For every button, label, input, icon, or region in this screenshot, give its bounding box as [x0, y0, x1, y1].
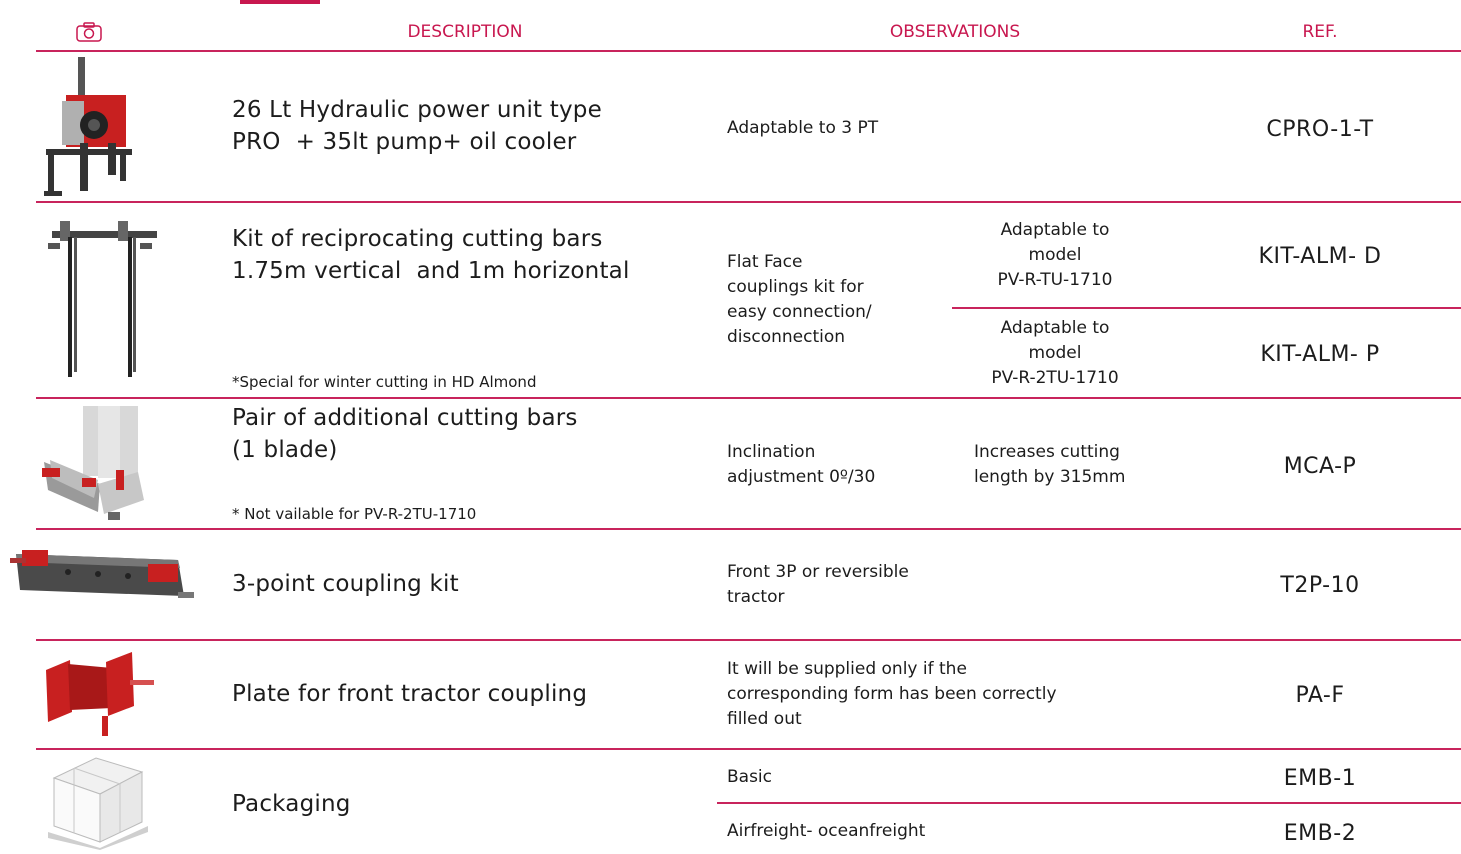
row-divider	[36, 397, 1461, 399]
hydraulic-power-unit-image	[40, 55, 140, 200]
row-ref: T2P-10	[1280, 573, 1360, 598]
row-description: 3-point coupling kit	[232, 571, 459, 597]
packaging-box-image	[44, 750, 154, 850]
column-header-description: DESCRIPTION	[407, 22, 523, 42]
additional-cutting-bars-image	[38, 402, 148, 524]
row-description: 26 Lt Hydraulic power unit type PRO + 35lt pump+ oil cooler	[232, 97, 602, 155]
column-header-observations: OBSERVATIONS	[889, 22, 1021, 42]
row-ref: MCA-P	[1283, 454, 1357, 479]
column-header-ref: REF.	[1302, 22, 1338, 42]
row-divider	[36, 748, 1461, 750]
variant-observation: Adaptable to model PV-R-2TU-1710	[991, 318, 1119, 388]
row-description: Packaging	[232, 791, 351, 817]
row-observation: Flat Face couplings kit for easy connection/ disconnection	[727, 252, 872, 347]
row-observation: Front 3P or reversible tractor	[727, 562, 909, 607]
row-description: Plate for front tractor coupling	[232, 681, 588, 707]
variant-observation: Basic	[727, 767, 773, 787]
variant-observation: Adaptable to model PV-R-TU-1710	[997, 220, 1113, 290]
row-observation-secondary: Increases cutting length by 315mm	[974, 442, 1126, 487]
row-description: Kit of reciprocating cutting bars 1.75m vertical and 1m horizontal	[232, 226, 630, 284]
row-description: Pair of additional cutting bars (1 blade)	[232, 405, 578, 463]
row-note: * Not vailable for PV-R-2TU-1710	[232, 505, 477, 523]
row-observation: Adaptable to 3 PT	[727, 118, 879, 138]
row-observation: It will be supplied only if the corresponding form has been correctly filled out	[727, 659, 1057, 729]
row-ref: CPRO-1-T	[1266, 117, 1374, 142]
row-divider	[36, 528, 1461, 530]
three-point-coupling-image	[8, 540, 198, 620]
row-divider	[36, 201, 1461, 203]
variant-ref: EMB-2	[1283, 821, 1357, 846]
variant-ref: KIT-ALM- D	[1258, 244, 1382, 269]
camera-icon	[76, 22, 102, 42]
variant-ref: EMB-1	[1283, 766, 1357, 791]
row-divider	[36, 639, 1461, 641]
row-ref: PA-F	[1295, 683, 1345, 708]
variant-divider	[717, 802, 1461, 804]
variant-observation: Airfreight- oceanfreight	[727, 821, 926, 841]
header-divider	[36, 50, 1461, 52]
row-observation: Inclination adjustment 0º/30	[727, 442, 876, 487]
title-accent	[240, 0, 320, 4]
variant-divider	[952, 307, 1461, 309]
cutting-bars-kit-image	[40, 215, 165, 380]
variant-ref: KIT-ALM- P	[1260, 342, 1380, 367]
front-plate-image	[42, 650, 157, 740]
row-note: *Special for winter cutting in HD Almond	[232, 373, 537, 391]
